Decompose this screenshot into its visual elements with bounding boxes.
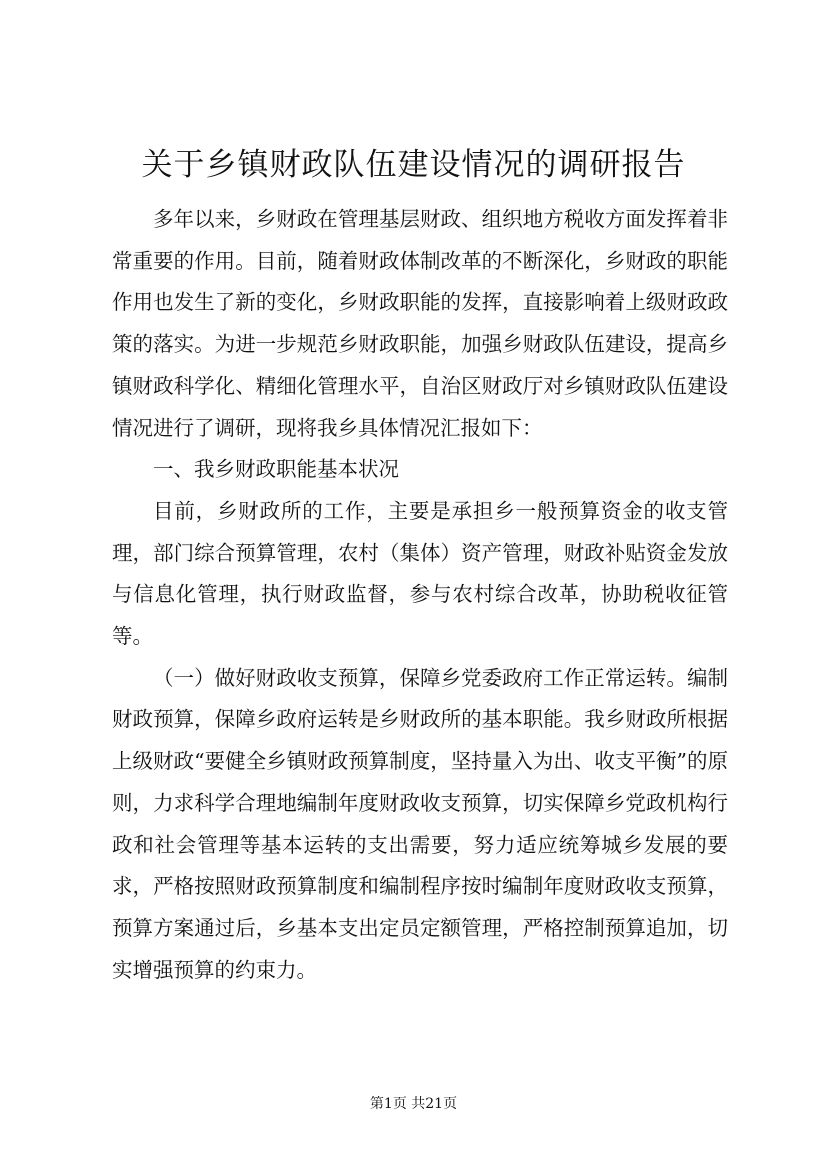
paragraph-subsection-1: （一）做好财政收支预算，保障乡党委政府工作正常运转。编制财政预算，保障乡政府运转是乡财政所的基本职能。我乡财政所根据上级财政“要健全乡镇财政预算制度，坚持量入为出、收支平衡”的原则，力求科学合理地编制年度财政收支预算，切实保障乡党政机构行政和社会管理等基本运转的支出需要，努力适应统筹城乡发展的要求，严格按照财政预算制度和编制程序按时编制年度财政收支预算，预算方案通过后，乡基本支出定员定额管理，严格控制预算追加，切实增强预算的约束力。	[112, 665, 728, 982]
document-body	[112, 199, 728, 991]
section-heading-1: 一、我乡财政职能基本状况	[153, 457, 399, 482]
document-title: 关于乡镇财政队伍建设情况的调研报告	[141, 147, 686, 183]
paragraph-intro: 多年以来，乡财政在管理基层财政、组织地方税收方面发挥着非常重要的作用。目前，随着财政体制改革的不断深化，乡财政的职能作用也发生了新的变化，乡财政职能的发挥，直接影响着上级财政政策的落实。为进一步规范乡财政职能，加强乡财政队伍建设，提高乡镇财政科学化、精细化管理水平，自治区财政厅对乡镇财政队伍建设情况进行了调研，现将我乡具体情况汇报如下：	[112, 207, 728, 440]
page-footer: 第1页 共21页	[369, 1096, 458, 1112]
paragraph-section-1: 目前，乡财政所的工作，主要是承担乡一般预算资金的收支管理，部门综合预算管理，农村（集体）资产管理，财政补贴资金发放与信息化管理，执行财政监督，参与农村综合改革，协助税收征管等。	[112, 498, 728, 649]
